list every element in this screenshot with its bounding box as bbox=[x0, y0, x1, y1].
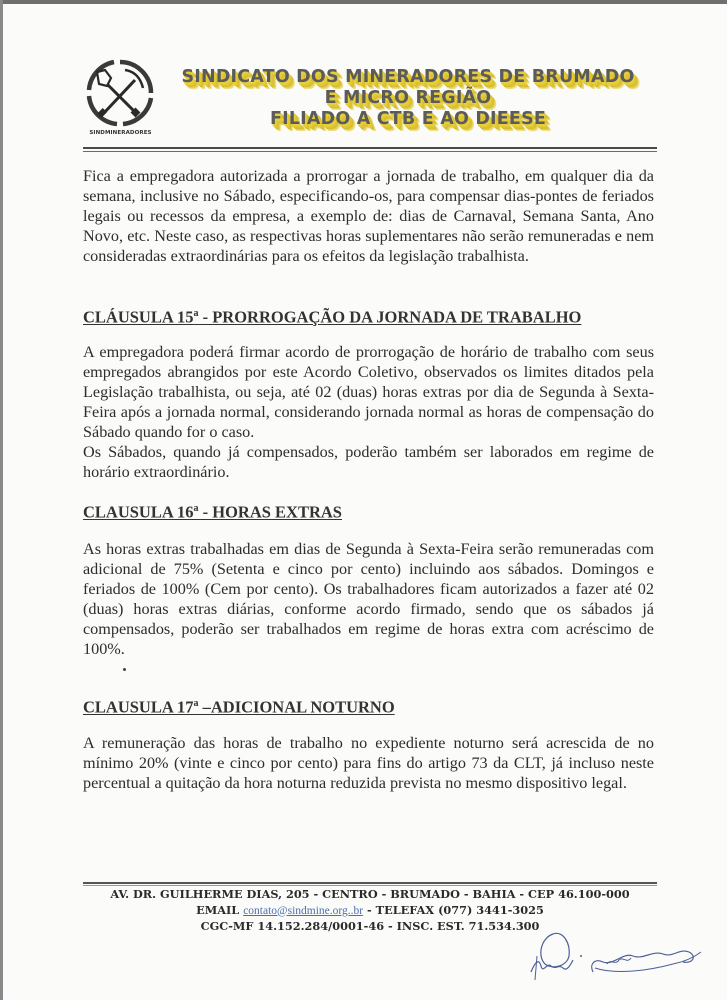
clause-17-title: –ADICIONAL NOTURNO bbox=[198, 697, 395, 717]
intro-paragraph: Fica a empregadora autorizada a prorrogar a jornada de trabalho, em qualquer dia da semana, inclusive no Sábado, especificando-os, para compensar dias-pontes de feriados legais ou recessos da empresa, a exemplo de: dias de Carnaval, Semana Santa, Ano Novo, etc. Neste caso, as respectivas horas suplementares não serão remuneradas e nem consideradas extraordinárias para os efeitos da legislação trabalhista. bbox=[83, 167, 654, 265]
clause-17-ordinal: a bbox=[193, 698, 199, 709]
signatures bbox=[523, 922, 713, 984]
footer-divider bbox=[83, 882, 657, 884]
clause-15-body bbox=[83, 342, 654, 482]
letterhead-title bbox=[173, 67, 643, 130]
footer-address: AV. DR. GUILHERME DIAS, 205 - CENTRO - BRUMADO - BAHIA - CEP 46.100-000 bbox=[110, 887, 630, 901]
scan-speck bbox=[123, 668, 126, 671]
header-divider-thin bbox=[83, 151, 657, 152]
clause-16-ordinal: a bbox=[193, 503, 199, 514]
telefax: - TELEFAX (077) 3441-3025 bbox=[363, 902, 544, 917]
signature-icon bbox=[523, 922, 713, 984]
footer-divider-thin bbox=[83, 885, 657, 886]
footer-registration: CGC-MF 14.152.284/0001-46 - INSC. EST. 71.534.300 bbox=[200, 919, 540, 933]
footer-contact bbox=[83, 903, 657, 920]
clause-15-paragraph-1: A empregadora poderá firmar acordo de prorrogação de horário de trabalho com seus empregados abrangidos por este Acordo Coletivo, observados os limites ditados pela Legislação trabalhista, ou seja, até 02 (duas) horas extras por dia de Segunda à Sexta-Feira após a jornada normal, considerando jornada normal as horas de compensação do Sábado quando for o caso. bbox=[83, 343, 654, 441]
clause-16-heading bbox=[83, 499, 342, 523]
title-line-2: E MICRO REGIÃO bbox=[324, 88, 492, 108]
title-line-1: SINDICATO DOS MINERADORES DE BRUMADO bbox=[181, 67, 635, 87]
clause-15-title: - PRORROGAÇÃO DA JORNADA DE TRABALHO bbox=[198, 307, 582, 327]
clause-15-heading bbox=[83, 304, 581, 328]
email-label: EMAIL bbox=[196, 902, 244, 917]
logo-caption: SINDMINERADORES bbox=[89, 130, 152, 136]
union-logo bbox=[83, 58, 158, 140]
clause-16-title: - HORAS EXTRAS bbox=[198, 502, 342, 522]
email-link[interactable]: contato@sindmine.org..br bbox=[243, 904, 364, 917]
clause-17-paragraph-1: A remuneração das horas de trabalho no expediente noturno será acrescida de no mínimo 20% (vinte e cinco por cento) para fins do artigo 73 da CLT, já incluso neste percentual a quitação da hora noturna reduzida prevista no mesmo dispositivo legal. bbox=[83, 734, 654, 792]
title-line-3: FILIADO A CTB E AO DIEESE bbox=[269, 109, 547, 129]
clause-15-paragraph-2: Os Sábados, quando já compensados, poderão também ser laborados em regime de horário extraordinário. bbox=[83, 443, 654, 481]
clause-15-number: CLÁUSULA 15 bbox=[83, 307, 194, 327]
clause-15-ordinal: a bbox=[193, 308, 199, 319]
clause-17-number: CLAUSULA 17 bbox=[83, 697, 194, 717]
clause-17-heading bbox=[83, 694, 395, 718]
clause-16-paragraph-1: As horas extras trabalhadas em dias de Segunda à Sexta-Feira serão remuneradas com adicional de 75% (Setenta e cinco por cento) incluindo aos sábados. Domingos e feriados de 100% (Cem por cento). Os trabalhadores ficam autorizados a fazer até 02 (duas) horas extras diárias, conforme acordo firmado, sendo que os sábados já compensados, poderão ser trabalhados em regime de horas extra com acréscimo de 100%. bbox=[83, 540, 654, 658]
header-divider bbox=[83, 147, 657, 149]
pickaxe-shovel-icon bbox=[83, 58, 158, 128]
document-page bbox=[3, 4, 727, 1000]
clause-16-number: CLAUSULA 16 bbox=[83, 502, 194, 522]
